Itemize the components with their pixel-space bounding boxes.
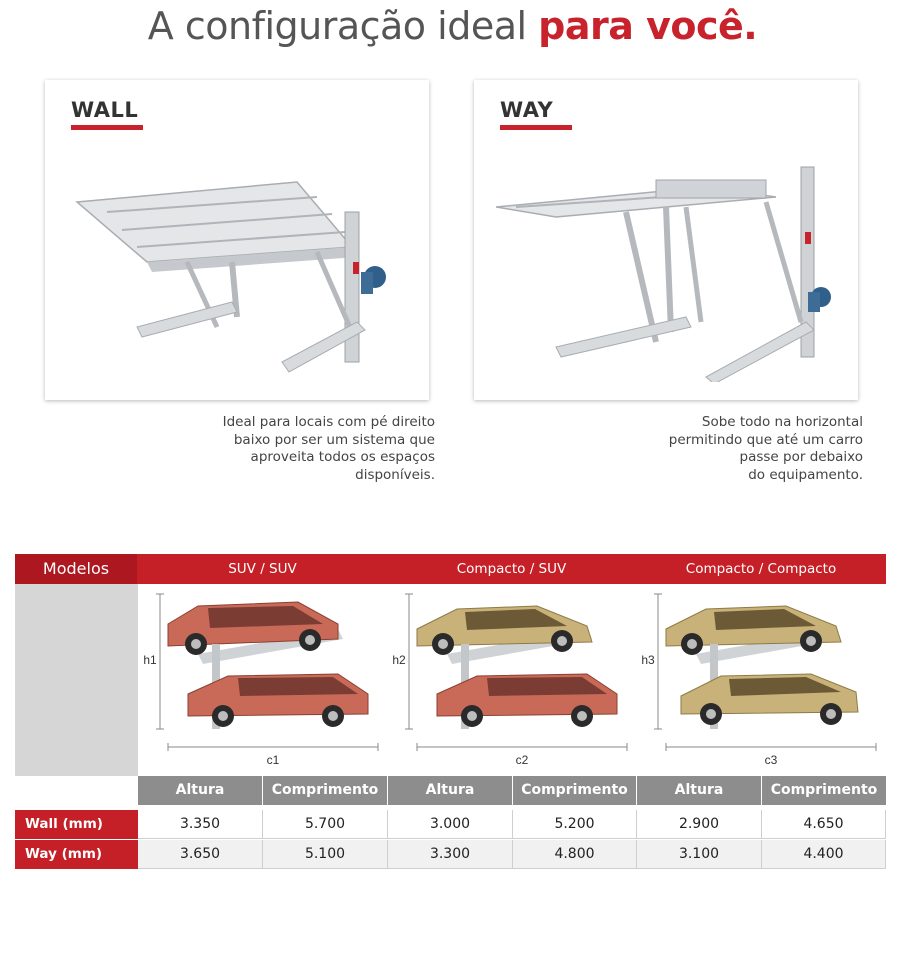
group-header: SUV / SUV [228,561,297,577]
way-description: Sobe todo na horizontal permitindo que até um carro passe por debaixo do equipamento. [668,414,863,483]
models-header-bar [15,554,886,584]
c2-label: c2 [515,753,529,767]
wall-title-underline [71,125,143,130]
way-card-title: WAY [500,98,554,122]
c1-label: c1 [266,753,280,767]
row-label-way: Way (mm) [15,840,138,869]
h1-label: h1 [143,653,157,667]
compacto-suv-illustration [392,594,627,767]
table-cell: 4.800 [513,840,637,869]
wall-lift-image [67,152,407,382]
sub-header-comprimento: Comprimento [513,776,636,805]
wall-card [45,80,429,400]
sub-header-altura: Altura [138,776,262,805]
h2-label: h2 [392,653,406,667]
table-cell: 4.400 [762,840,886,869]
sub-header-comprimento: Comprimento [263,776,387,805]
headline-text: A configuração ideal [147,4,539,48]
models-label: Modelos [15,554,137,584]
group-header: Compacto / SUV [456,561,567,577]
table-cell: 3.100 [637,840,762,869]
table-cell: 3.650 [138,840,263,869]
way-card [474,80,858,400]
row-label-wall: Wall (mm) [15,810,138,839]
table-cell: 4.650 [762,810,886,839]
sub-header-comprimento: Comprimento [762,776,886,805]
c3-label: c3 [764,753,778,767]
table-cell: 5.100 [263,840,388,869]
h3-label: h3 [641,653,655,667]
table-cell: 5.700 [263,810,388,839]
sub-header-altura: Altura [388,776,512,805]
table-cell: 3.000 [388,810,513,839]
headline-accent: para você. [538,4,758,48]
car-configurations [138,584,886,776]
table-cell: 3.350 [138,810,263,839]
wall-description: Ideal para locais com pé direito baixo por ser um sistema que aproveita todos os espaços disponíveis. [222,414,435,483]
way-title-underline [500,125,572,130]
table-cell: 3.300 [388,840,513,869]
page-headline [0,2,905,50]
suv-suv-illustration [143,594,378,767]
models-side-panel [15,584,138,776]
group-header: Compacto / Compacto [685,561,837,577]
car-stack-illustrations [138,584,886,776]
table-cell: 2.900 [637,810,762,839]
table-cell: 5.200 [513,810,637,839]
way-lift-image [496,152,836,382]
sub-header-altura: Altura [637,776,761,805]
compacto-compacto-illustration [641,594,876,767]
wall-card-title: WALL [71,98,139,122]
